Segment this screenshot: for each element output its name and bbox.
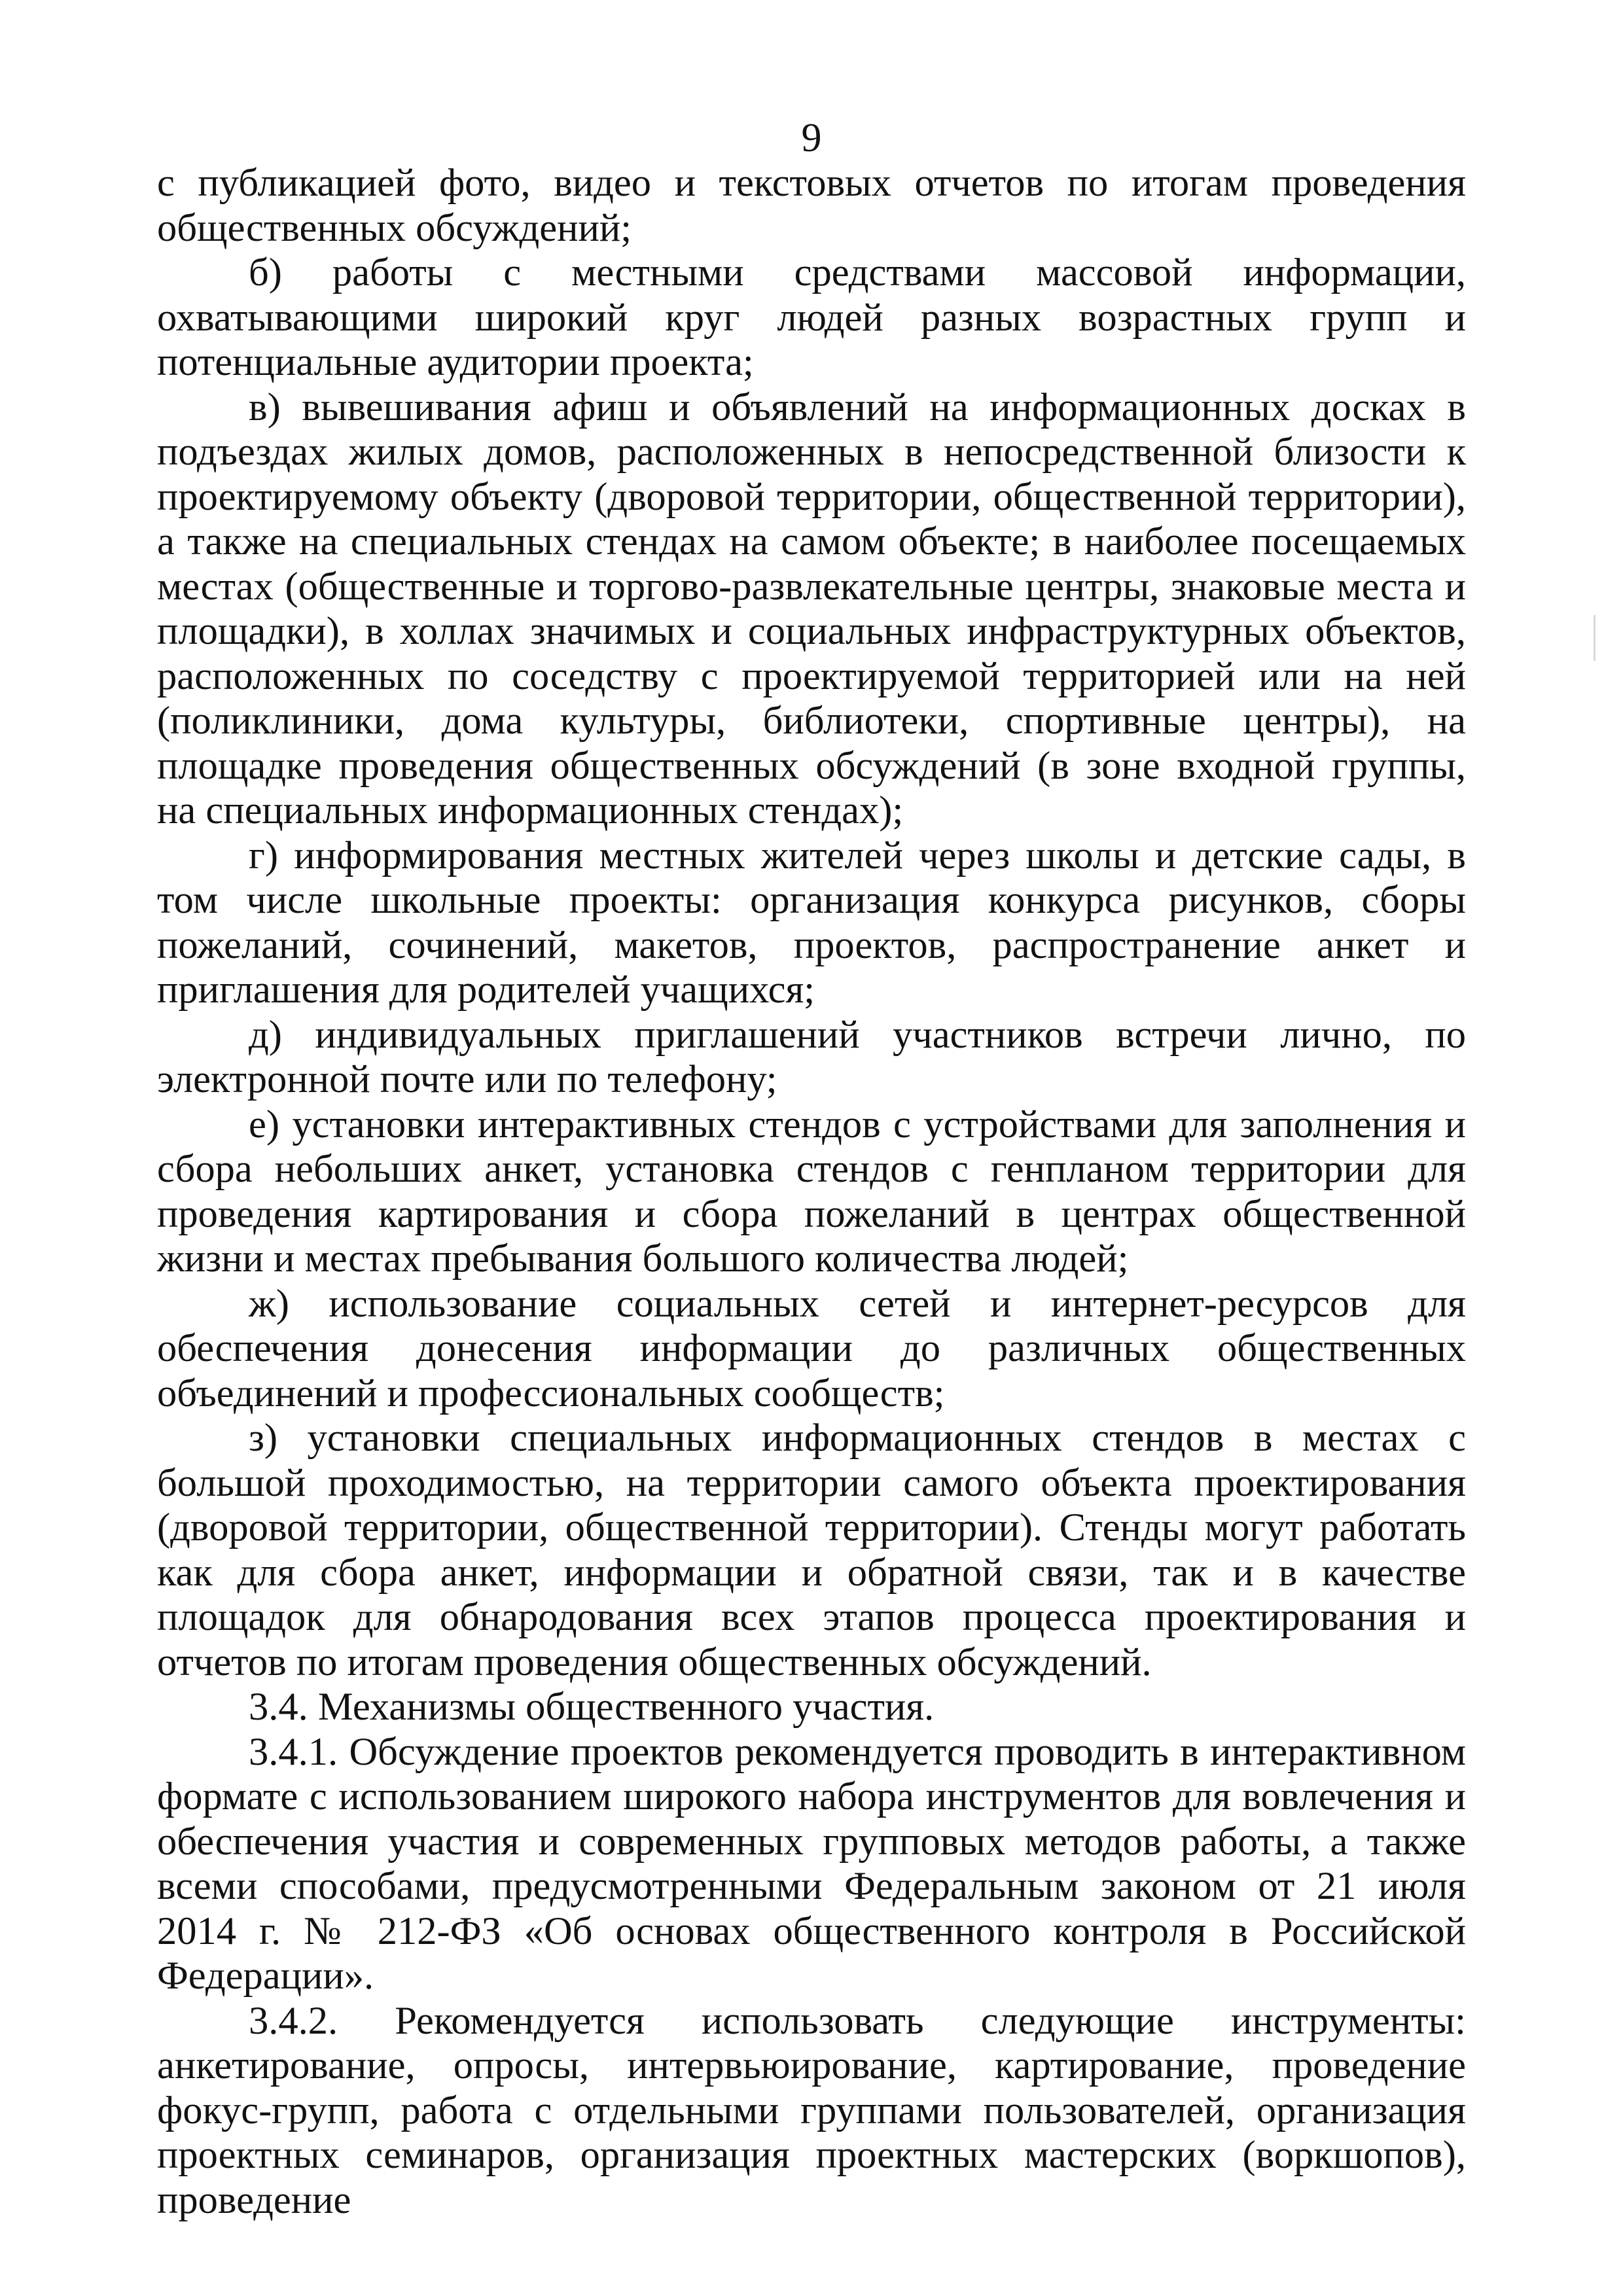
paragraph-item-z: з) установки специальных информационных стендов в местах с большой проходимостью, на территории самого объекта проектирования (дворовой территории, общественной территории). Стенды могут работать как для сбора анкет, информации и обратной связи, так и в качестве площадок для обнародования всех этапов процесса проектирования и отчетов по итогам проведения общественных обсуждений. [157,1416,1466,1684]
paragraph-item-d: д) индивидуальных приглашений участников встречи лично, по электронной почте или по телефону; [157,1012,1466,1101]
paragraph-item-g: г) информирования местных жителей через школы и детские сады, в том числе школьные проекты: организация конкурса рисунков, сборы пожеланий, сочинений, макетов, проектов, распространение анкет и приглашения для родителей учащихся; [157,833,1466,1012]
paragraph-item-e: е) установки интерактивных стендов с устройствами для заполнения и сбора небольших анкет, установка стендов с генпланом территории для проведения картирования и сбора пожеланий в центрах общественной жизни и местах пребывания большого количества людей; [157,1102,1466,1280]
page-number: 9 [801,116,822,160]
document-body [157,161,1466,2223]
section-heading-3-4: 3.4. Механизмы общественного участия. [249,1685,935,1729]
paragraph-continuation: с публикацией фото, видео и текстовых отчетов по итогам проведения общественных обсуждений; [157,161,1466,250]
paragraph-3-4-1: 3.4.1. Обсуждение проектов рекомендуется проводить в интерактивном формате с использованием широкого набора инструментов для вовлечения и обеспечения участия и современных групповых методов работы, а также всеми способами, предусмотренными Федеральным законом от 21 июля 2014 г. № 212-ФЗ «Об основах общественного контроля в Российской Федерации». [157,1729,1466,1998]
paragraph-3-4-2: 3.4.2. Рекомендуется использовать следующие инструменты: анкетирование, опросы, интервьюирование, картирование, проведение фокус-групп, работа с отдельными группами пользователей, организация проектных семинаров, организация проектных мастерских (воркшопов), проведение [157,1998,1466,2222]
paragraph-item-b: б) работы с местными средствами массовой информации, охватывающими широкий круг людей разных возрастных групп и потенциальные аудитории проекта; [157,251,1466,384]
paragraph-item-v: в) вывешивания афиш и объявлений на информационных досках в подъездах жилых домов, расположенных в непосредственной близости к проектируемому объекту (дворовой территории, общественной территории), а также на специальных стендах на самом объекте; в наиболее посещаемых местах (общественные и торгово-развлекательные центры, знаковые места и площадки), в холлах значимых и социальных инфраструктурных объектов, расположенных по соседству с проектируемой территорией или на ней (поликлиники, дома культуры, библиотеки, спортивные центры), на площадке проведения общественных обсуждений (в зоне входной группы, на специальных информационных стендах); [157,385,1466,832]
paragraph-item-zh: ж) использование социальных сетей и интернет-ресурсов для обеспечения донесения информации до различных общественных объединений и профессиональных сообществ; [157,1281,1466,1415]
scan-edge-mark [1594,615,1596,661]
